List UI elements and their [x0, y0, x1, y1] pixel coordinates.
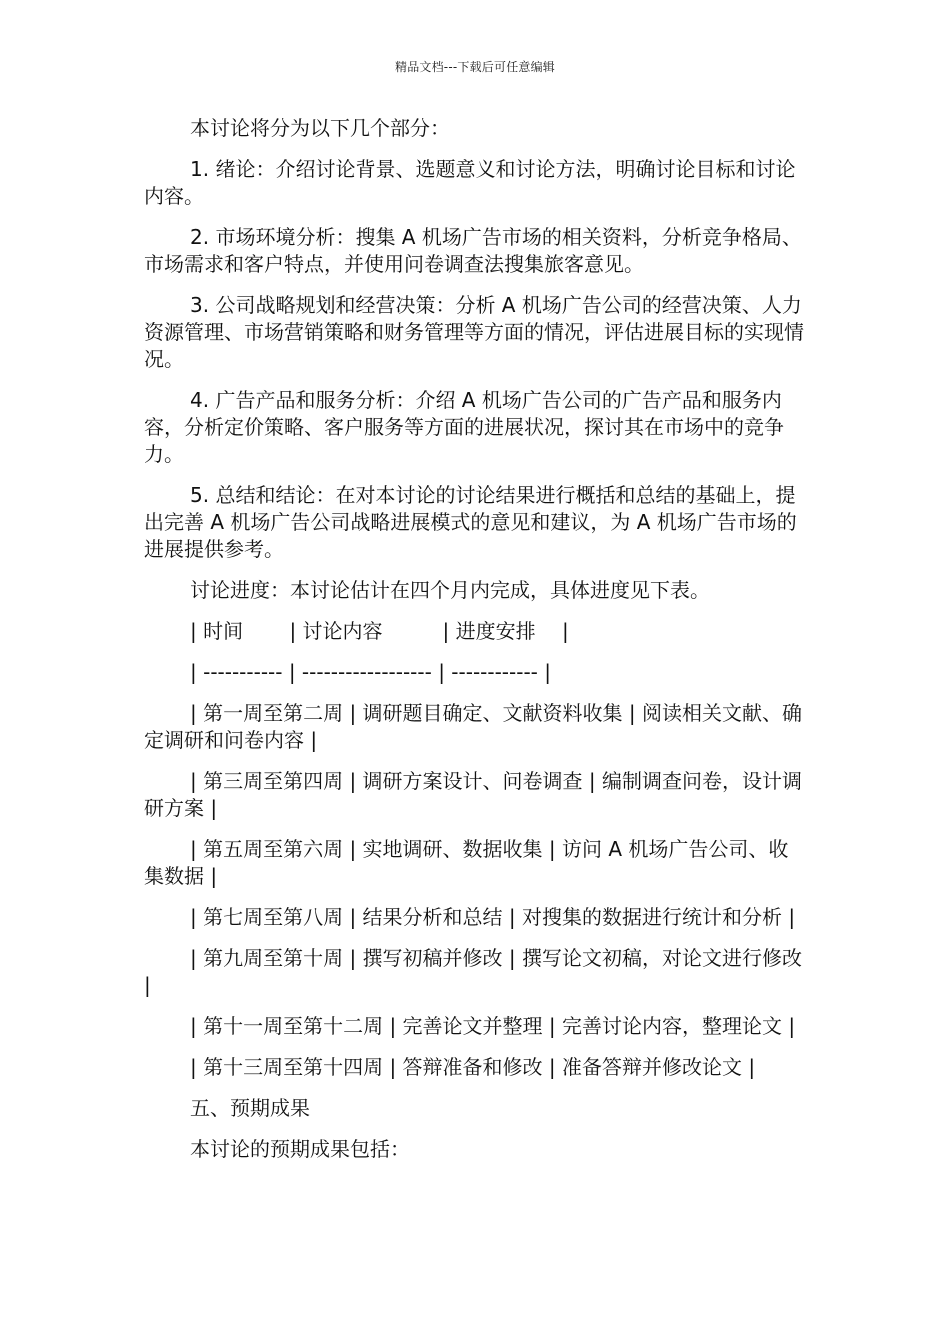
table-row: | 第九周至第十周 | 撰写初稿并修改 | 撰写论文初稿，对论文进行修改 |	[144, 946, 803, 997]
paragraph-item-5: 5. 总结和结论：在对本讨论的讨论结果进行概括和总结的基础上，提出完善 A 机场广告公司战略进展模式的意见和建议，为 A 机场广告市场的进展提供参考。	[144, 483, 797, 561]
table-row: | 第十一周至第十二周 | 完善论文并整理 | 完善讨论内容，整理论文 |	[190, 1014, 796, 1038]
table-row: | 第七周至第八周 | 结果分析和总结 | 对搜集的数据进行统计和分析 |	[190, 905, 796, 929]
table-row: | 第三周至第四周 | 调研方案设计、问卷调查 | 编制调查问卷，设计调研方案 |	[144, 769, 803, 820]
paragraph-intro: 本讨论将分为以下几个部分：	[190, 116, 450, 140]
table-row: | 第五周至第六周 | 实地调研、数据收集 | 访问 A 机场广告公司、收集数据 |	[144, 837, 789, 888]
paragraph-item-4: 4. 广告产品和服务分析：介绍 A 机场广告公司的广告产品和服务内容，分析定价策略、客户服务等方面的进展状况，探讨其在市场中的竞争力。	[144, 388, 784, 466]
table-header-row: | 时间 | 讨论内容 | 进度安排 |	[190, 619, 569, 643]
document-body	[144, 115, 806, 1177]
paragraph-item-3: 3. 公司战略规划和经营决策：分析 A 机场广告公司的经营决策、人力资源管理、市场营销策略和财务管理等方面的情况，评估进展目标的实现情况。	[144, 293, 804, 371]
section-heading: 五、预期成果	[190, 1096, 310, 1120]
paragraph-item-1: 1. 绪论：介绍讨论背景、选题意义和讨论方法，明确讨论目标和讨论内容。	[144, 157, 796, 208]
page-header: 精品文档---下载后可任意编辑	[395, 60, 555, 74]
paragraph-item-2: 2. 市场环境分析：搜集 A 机场广告市场的相关资料，分析竞争格局、市场需求和客户特点，并使用问卷调查法搜集旅客意见。	[144, 225, 802, 276]
table-row: | 第一周至第二周 | 调研题目确定、文献资料收集 | 阅读相关文献、确定调研和问卷内容 |	[144, 701, 803, 752]
table-separator-row: | ----------- | ------------------ | ------------ |	[190, 660, 551, 684]
table-row: | 第十三周至第十四周 | 答辩准备和修改 | 准备答辩并修改论文 |	[190, 1055, 756, 1079]
paragraph-outcomes-intro: 本讨论的预期成果包括：	[190, 1137, 410, 1161]
paragraph-schedule-intro: 讨论进度：本讨论估计在四个月内完成，具体进度见下表。	[190, 578, 710, 602]
